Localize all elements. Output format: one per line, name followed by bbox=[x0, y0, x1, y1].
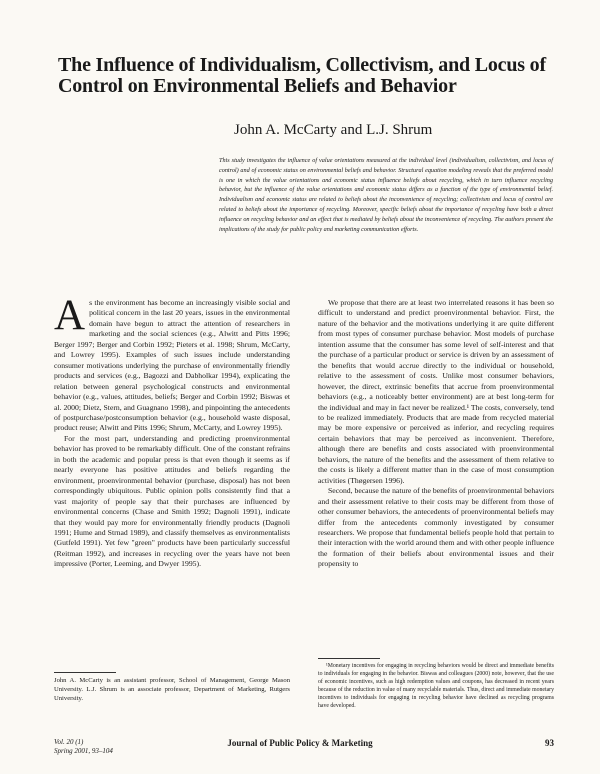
body-paragraph-4: Second, because the nature of the benefits of proenvironmental behaviors and their assessment relative to their costs may be different from those of other consumer behaviors, the antecedents of proenvironmental beliefs may differ from the antecedents commonly investigated by consumer researchers. We propose that fundamental beliefs people hold that pertain to their interaction with the world around them and with other people influence the formation of their beliefs about environmental issues and their propensity to bbox=[318, 486, 554, 569]
intro-paragraph bbox=[54, 292, 290, 434]
issue-pages: Spring 2001, 93–104 bbox=[54, 747, 113, 755]
body-paragraph-3: We propose that there are at least two interrelated reasons it has been so difficult to understand and predict proenvironmental behavior. First, the nature of the behavior and the motivations underlying it are quite different from most types of consumer purchase behavior. Most models of purchase intention assume that the consumer has some level of self-interest and that the purchase of a particular product or service is driven by an assessment of the benefits that would accrue directly to the individual or household, relative to the assessment of costs. Unlike most consumer behaviors, however, the direct, extrinsic benefits that accrue from proenvironmental behaviors (e.g., a noticeably better environment) are at best long-term for the individual and may in fact never be realized.¹ The costs, conversely, tend to be realized immediately. Products that are made from recycled material may be more expensive or perceived as inferior, and recycling requires certain behaviors that may be perceived as inconvenient. Therefore, although there are benefits and costs associated with proenvironmental behaviors, the nature of the benefits and the assessment of them relative to the costs is likely a different matter than in the case of most consumption activities (Thøgersen 1996). bbox=[318, 298, 554, 485]
volume-info bbox=[54, 738, 113, 756]
journal-name: Journal of Public Policy & Marketing bbox=[227, 738, 373, 748]
left-column bbox=[54, 292, 290, 570]
article-abstract: This study investigates the influence of value orientations measured at the individual level (individualism, collectivism, and locus of control) and of economic status on environmental beliefs and behavior. Structural equation modeling reveals that the preferred model is one in which the value orientations and economic status influence beliefs about recycling, which in turn influence recycling behavior, but the influence of the value orientations and economic status differs as a function of the type of environmental belief. Individualism and economic status are related to beliefs about the inconvenience of recycling; collectivism and locus of control are related to beliefs about the importance of recycling. Moreover, specific beliefs about the importance of recycling have both a direct influence on recycling behavior and an effect that is mediated by beliefs about the inconvenience of recycling. The authors present the implications of the study for public policy and marketing communication efforts. bbox=[219, 157, 553, 233]
article-title: The Influence of Individualism, Collectivism, and Locus of Control on Environmental Beliefs and Behavior bbox=[58, 54, 546, 97]
body-paragraph-2: For the most part, understanding and predicting proenvironmental behavior has proved to be remarkably difficult. One of the constant refrains in both the academic and popular press is that even though it seems as if nearly everyone has positive attitudes and beliefs regarding the environment, proenvironmental behavior (purchase, disposal) has not been correspondingly ubiquitous. Public opinion polls consistently find that a vast majority of people say that their purchases are influenced by environmental concerns (Chase and Smith 1992; Dagnoli 1991), indicate that they would pay more for environmentally friendly products (Dagnoli 1991; Hume and Strnad 1989), and classify themselves as environmentalists (Gutfeld 1991). Yet few "green" products have been particularly successful (Reitman 1992), and increases in recycling over the years have not been impressive (Porter, Leeming, and Dwyer 1995). bbox=[54, 433, 290, 569]
article-authors: John A. McCarty and L.J. Shrum bbox=[234, 122, 433, 138]
drop-cap: A bbox=[54, 292, 86, 339]
author-note-divider bbox=[54, 672, 116, 673]
intro-paragraph-text: s the environment has become an increasingly visible social and political concern in the last 20 years, issues in the environmental domain have begun to attract the attention of researchers in marketing and the social sciences (e.g., Alwitt and Pitts 1996; Berger 1997; Berger and Corbin 1992; Pieters et al. 1998; Shrum, McCarty, and Lowrey 1995). Examples of such issues include understanding consumer motivations underlying the purchase of environmentally friendly products and services (e.g., Bagozzi and Dabholkar 1994), explicating the relation between general psychological constructs and environmental behavior (e.g., values, attitudes, beliefs; Berger and Corbin 1992; Biswas et al. 2000; Dietz, Stern, and Guagnano 1998), and pinpointing the antecedents of postpurchase/postconsumption behavior (e.g., household waste disposal, product reuse; Alwitt and Pitts 1996; Shrum, McCarty, and Lowrey 1995). bbox=[54, 298, 290, 433]
author-affiliation-note: John A. McCarty is an assistant professor, School of Management, George Mason University. L.J. Shrum is an associate professor, Department of Marketing, Rutgers University. bbox=[54, 677, 290, 702]
footnote-divider bbox=[318, 658, 380, 659]
volume-number: Vol. 20 (1) bbox=[54, 738, 84, 746]
page-number: 93 bbox=[545, 738, 554, 748]
right-column bbox=[318, 298, 554, 570]
footnote: ¹Monetary incentives for engaging in recycling behaviors would be direct and immediate benefits to individuals for engaging in the behavior. Biswas and colleagues (2000) note, however, that the use of economic incentives, such as high redemption values and coupons, has decreased in recent years because of the reduction in value of many recyclable materials. Thus, direct and immediate monetary incentives to individuals for engaging in recycling behavior have declined as recycling programs have developed. bbox=[318, 663, 554, 709]
